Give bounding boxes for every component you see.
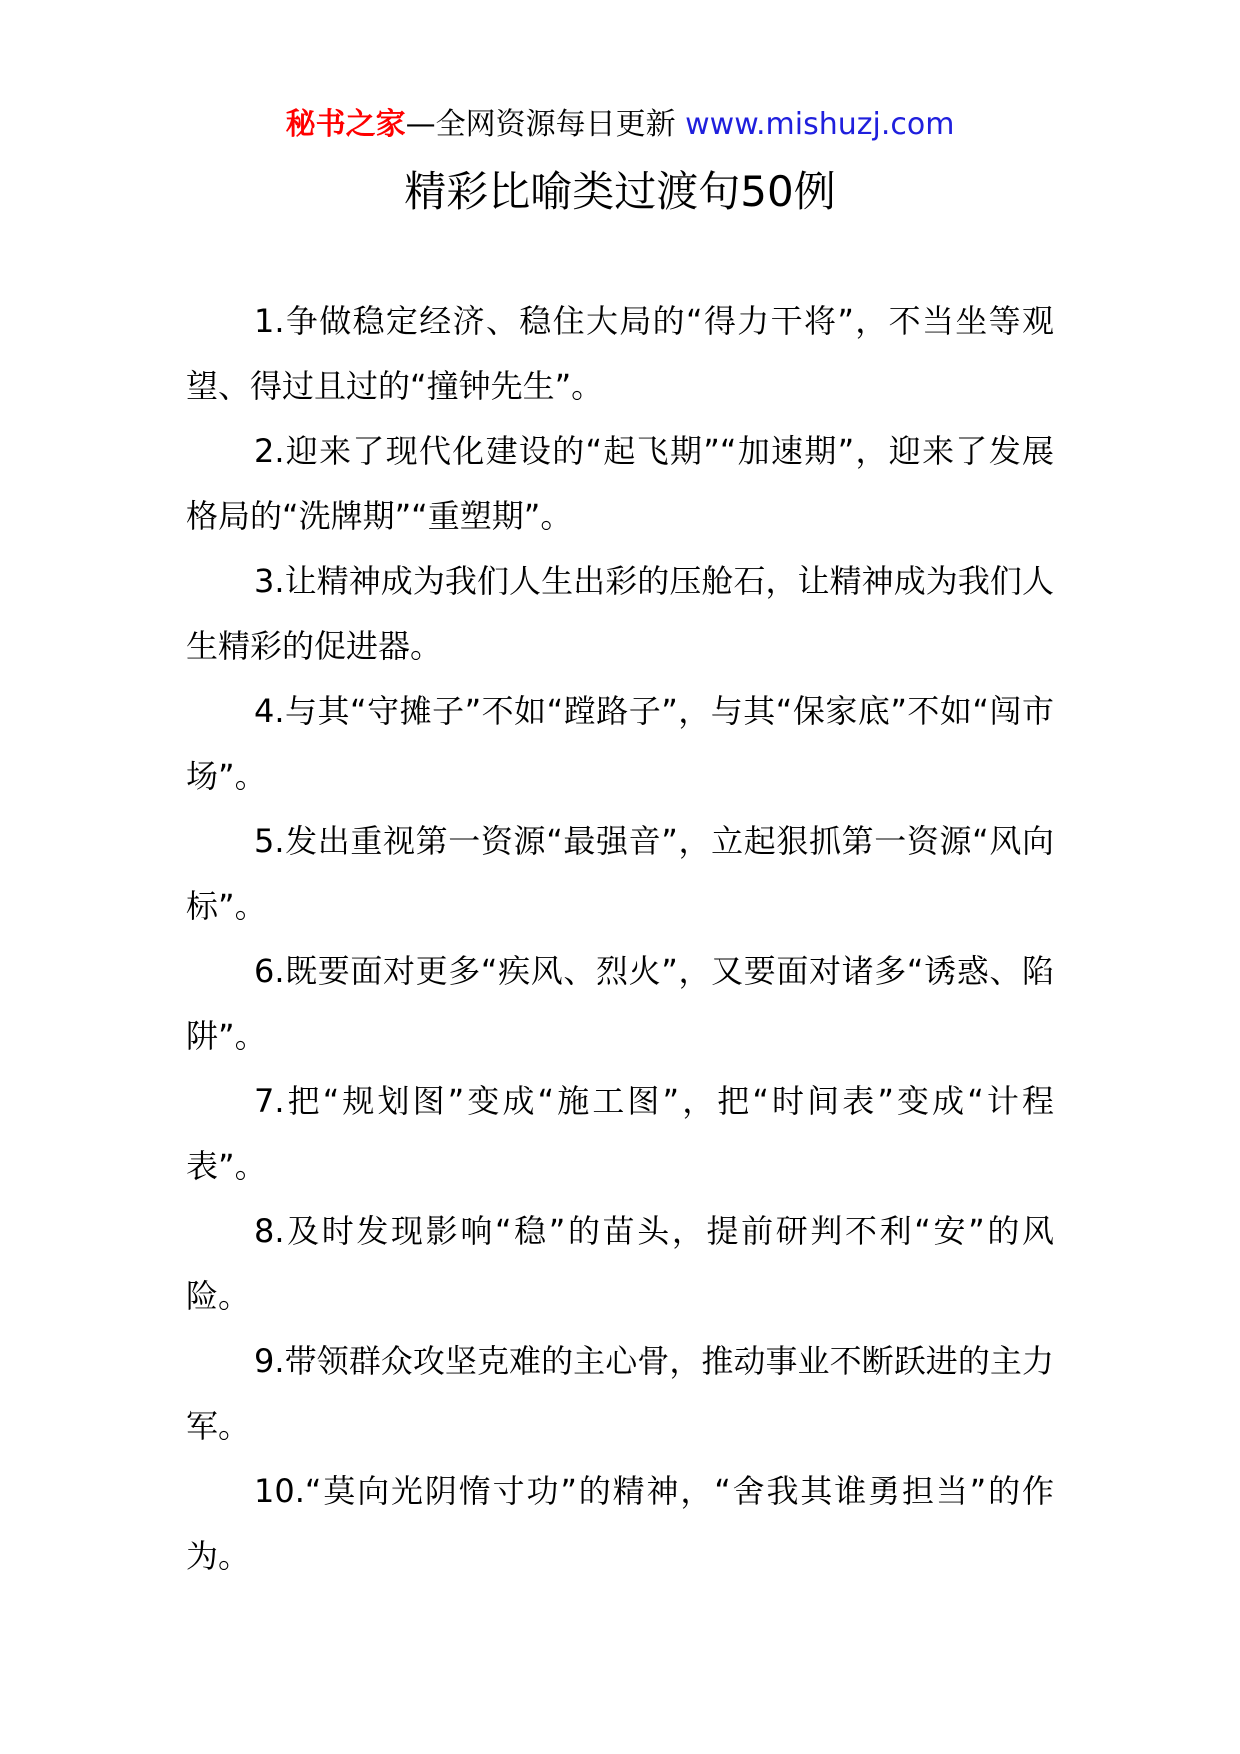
list-item: 10.“莫向光阴惰寸功”的精神，“舍我其谁勇担当”的作为。 — [186, 1472, 1054, 1575]
header-tagline: —全网资源每日更新 — [405, 107, 676, 142]
list-item: 8.及时发现影响“稳”的苗头，提前研判不利“安”的风险。 — [186, 1212, 1054, 1315]
list-item: 4.与其“守摊子”不如“蹚路子”，与其“保家底”不如“闯市场”。 — [186, 692, 1054, 795]
list-item: 7.把“规划图”变成“施工图”，把“时间表”变成“计程表”。 — [186, 1082, 1054, 1185]
list-item: 1.争做稳定经济、稳住大局的“得力干将”，不当坐等观望、得过且过的“撞钟先生”。 — [186, 302, 1054, 405]
document-title: 精彩比喻类过渡句50例 — [404, 167, 836, 216]
brand-name: 秘书之家 — [285, 107, 406, 142]
list-item: 2.迎来了现代化建设的“起飞期”“加速期”，迎来了发展格局的“洗牌期”“重塑期”。 — [186, 432, 1054, 535]
list-item: 3.让精神成为我们人生出彩的压舱石，让精神成为我们人生精彩的促进器。 — [186, 562, 1054, 665]
site-header — [0, 100, 1240, 150]
site-url-link[interactable]: www.mishuzj.com — [685, 107, 955, 142]
document-body — [186, 289, 1054, 1589]
list-item: 9.带领群众攻坚克难的主心骨，推动事业不断跃进的主力军。 — [186, 1342, 1054, 1445]
list-item: 6.既要面对更多“疾风、烈火”，又要面对诸多“诱惑、陷阱”。 — [186, 952, 1054, 1055]
list-item: 5.发出重视第一资源“最强音”，立起狠抓第一资源“风向标”。 — [186, 822, 1054, 925]
